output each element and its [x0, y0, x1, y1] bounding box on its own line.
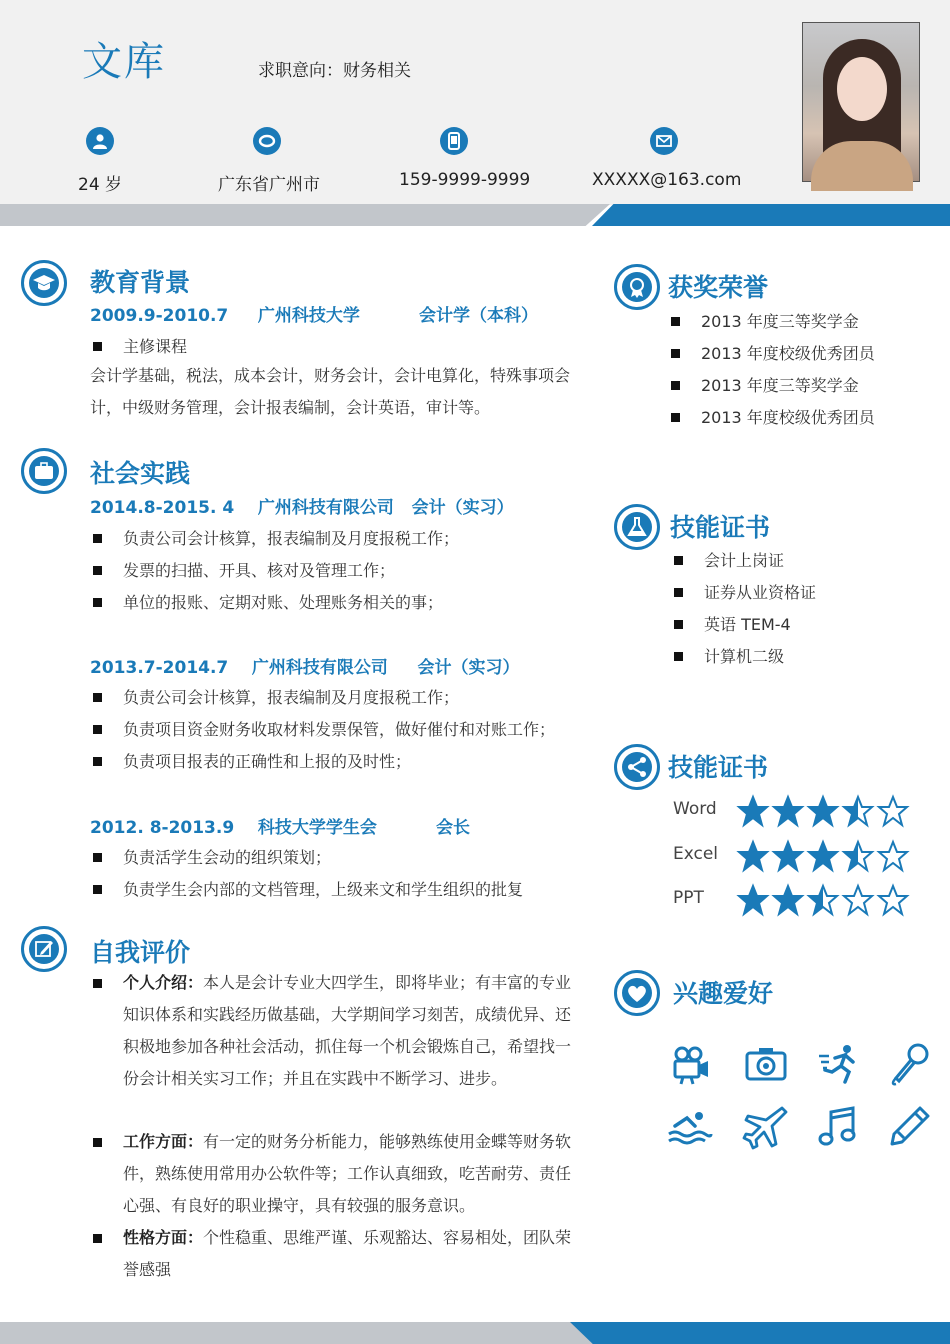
flask-icon	[614, 504, 660, 550]
age-text: 24 岁	[78, 175, 123, 195]
award-item: 2013 年度三等奖学金	[701, 373, 859, 396]
star-icon	[879, 797, 907, 825]
skill-name: Word	[673, 799, 717, 819]
practice-item: 发票的扫描、开具、核对及管理工作；	[123, 558, 395, 581]
skill-rating	[738, 884, 914, 916]
cert-item: 英语 TEM-4	[704, 612, 791, 635]
person-icon	[86, 127, 114, 155]
city-text: 广东省广州市	[218, 175, 320, 195]
practice-title: 社会实践	[90, 459, 191, 488]
microphone-icon	[886, 1040, 934, 1088]
phone-icon	[440, 127, 468, 155]
star-outline	[879, 842, 907, 870]
star-rating-svg	[738, 795, 914, 827]
awards-title: 获奖荣誉	[668, 273, 769, 302]
star-icon	[809, 842, 837, 870]
award-item: 2013 年度校级优秀团员	[701, 341, 875, 364]
email-text: XXXXX@163.com	[592, 170, 742, 190]
certs-title: 技能证书	[670, 513, 771, 542]
music-note-icon	[815, 1102, 863, 1150]
self-item	[123, 967, 583, 1095]
star-rating-svg	[738, 884, 914, 916]
job-intent: 求职意向：财务相关	[258, 61, 411, 81]
star-outline	[879, 797, 907, 825]
star-icon	[774, 886, 802, 914]
star-rating-svg	[738, 840, 914, 872]
star-icon	[739, 886, 767, 914]
skill-rating	[738, 840, 914, 872]
header-divider-gray	[0, 204, 610, 226]
star-icon	[844, 797, 872, 825]
location-icon	[253, 127, 281, 155]
star-icon	[844, 886, 872, 914]
cert-item: 证券从业资格证	[704, 580, 816, 603]
practice-item: 负责公司会计核算，报表编制及月度报税工作；	[123, 685, 459, 708]
phone-text: 159-9999-9999	[399, 170, 531, 190]
running-icon	[815, 1040, 863, 1088]
course-label: 主修课程	[123, 334, 187, 357]
self-item-text: 有一定的财务分析能力，能够熟练使用金蝶等财务软件，熟练使用常用办公软件等；工作认真细致，吃苦耐劳、责任心强、有良好的职业操守，具有较强的服务意识。	[123, 1132, 572, 1215]
profile-photo	[802, 22, 920, 182]
practice-item: 负责活学生会动的组织策划；	[123, 845, 331, 868]
self-title: 自我评价	[90, 938, 191, 967]
star-icon	[809, 886, 837, 914]
heart-icon	[614, 970, 660, 1016]
cert-item: 计算机二级	[704, 644, 784, 667]
skills-title: 技能证书	[668, 753, 769, 782]
resume-name: 文库	[82, 39, 166, 85]
self-item-label: 性格方面：	[123, 1228, 204, 1247]
self-item	[123, 1126, 583, 1222]
star-icon	[739, 842, 767, 870]
footer-divider-gray	[0, 1322, 600, 1344]
practice-item: 负责公司会计核算，报表编制及月度报税工作；	[123, 526, 459, 549]
edit-icon	[21, 926, 67, 972]
airplane-icon	[742, 1102, 790, 1150]
star-outline	[844, 886, 872, 914]
self-item-text: 本人是会计专业大四学生，即将毕业；有丰富的专业知识体系和实践经历做基础，大学期间学习刻苦，成绩优异、还积极地参加各种社会活动，抓住每一个机会锻炼自己，希望找一份会计相关实习工作；并且在实践中不断学习、进步。	[123, 973, 572, 1088]
email-icon	[650, 127, 678, 155]
practice-subtitle: 2014.8-2015. 4 广州科技有限公司 会计（实习）	[90, 498, 514, 518]
swimming-icon	[665, 1102, 713, 1150]
self-item-label: 工作方面：	[123, 1132, 204, 1151]
skill-name: Excel	[673, 844, 719, 864]
self-item	[123, 1222, 583, 1279]
briefcase-icon	[21, 448, 67, 494]
skill-rating	[738, 795, 914, 827]
camera-icon	[742, 1040, 790, 1088]
practice-item: 负责项目报表的正确性和上报的及时性；	[123, 749, 411, 772]
practice-subtitle: 2013.7-2014.7 广州科技有限公司 会计（实习）	[90, 658, 520, 678]
star-icon	[774, 842, 802, 870]
star-icon	[879, 886, 907, 914]
movie-camera-icon	[665, 1040, 713, 1088]
self-item-text: 个性稳重、思维严谨、乐观豁达、容易相处，团队荣誉感强	[123, 1228, 572, 1279]
award-item: 2013 年度校级优秀团员	[701, 405, 875, 428]
self-item-label: 个人介绍：	[123, 973, 204, 992]
education-title: 教育背景	[90, 268, 191, 297]
cert-item: 会计上岗证	[704, 548, 784, 571]
graduation-cap-icon	[21, 260, 67, 306]
medal-icon	[614, 264, 660, 310]
star-icon	[844, 842, 872, 870]
header-divider-blue	[592, 204, 950, 226]
star-icon	[774, 797, 802, 825]
share-icon	[614, 744, 660, 790]
pencil-icon	[886, 1102, 934, 1150]
footer-divider-blue	[570, 1322, 950, 1344]
award-item: 2013 年度三等奖学金	[701, 309, 859, 332]
star-icon	[809, 797, 837, 825]
skill-name: PPT	[673, 888, 704, 908]
education-subtitle: 2009.9-2010.7 广州科技大学 会计学（本科）	[90, 306, 539, 326]
practice-item: 负责学生会内部的文档管理，上级来文和学生组织的批复	[123, 877, 523, 900]
star-icon	[879, 842, 907, 870]
practice-item: 负责项目资金财务收取材料发票保管，做好催付和对账工作；	[123, 717, 555, 740]
star-outline	[879, 886, 907, 914]
course-list: 会计学基础，税法，成本会计，财务会计，会计电算化，特殊事项会计，中级财务管理，会计报表编制，会计英语，审计等。	[90, 366, 571, 417]
practice-subtitle: 2012. 8-2013.9 科技大学学生会 会长	[90, 818, 471, 838]
hobbies-title: 兴趣爱好	[673, 979, 774, 1008]
practice-item: 单位的报账、定期对账、处理账务相关的事；	[123, 590, 443, 613]
star-icon	[739, 797, 767, 825]
